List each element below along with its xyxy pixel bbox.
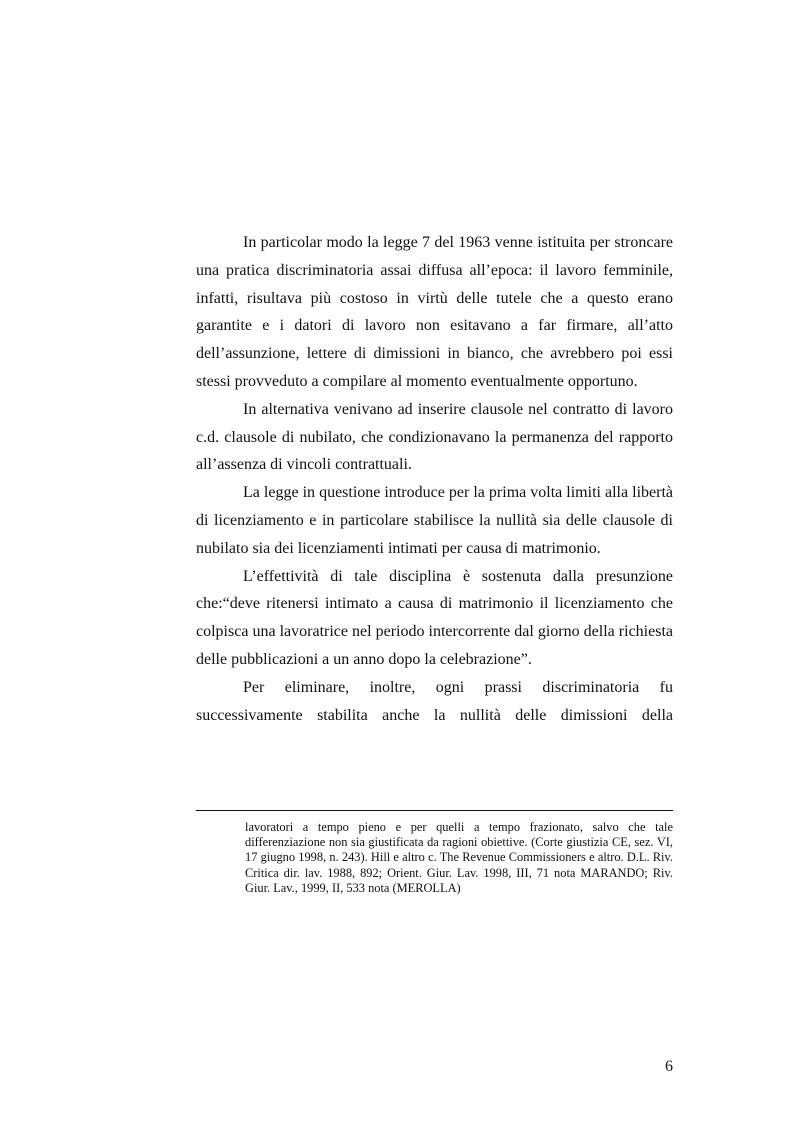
paragraph-limiti-licenziamento: La legge in questione introduce per la prima volta limiti alla libertà di licenziamento e in particolare stabilisce la nullità sia delle clausole di nubilato sia dei licenziamenti intimati per causa di matrimonio. [196,484,673,557]
paragraph-presunzione: L’effettività di tale disciplina è sostenuta dalla presunzione che:“deve ritenersi intimato a causa di matrimonio il licenziamento che colpisca una lavoratrice nel periodo intercorrente dal giorno della richiesta delle pubblicazioni a un anno dopo la celebrazione”. [196,567,673,668]
paragraph-clausole-nubilato: In alternativa venivano ad inserire clausole nel contratto di lavoro c.d. clausole di nubilato, che condizionavano la permanenza del rapporto all’assenza di vincoli contrattuali. [196,400,673,474]
paragraph-nullita-dimissioni: Per eliminare, inoltre, ogni prassi discriminatoria fu successivamente stabilita anche la nullità delle dimissioni della [196,678,673,724]
body-text [196,229,673,729]
footnote-separator [196,810,673,811]
page-number: 6 [665,1058,673,1075]
footnote-text: lavoratori a tempo pieno e per quelli a tempo frazionato, salvo che tale differenziazione non sia giustificata da ragioni obiettive. (Corte giustizia CE, sez. VI, 17 giugno 1998, n. 243). Hill e altro c. The Revenue Commissioners e altro. D.L. Riv. Critica dir. lav. 1988, 892; Orient. Giur. Lav. 1998, III, 71 nota MARANDO; Riv. Giur. Lav., 1999, II, 533 nota (MEROLLA) [245,820,673,895]
paragraph-legge-7-1963: In particolar modo la legge 7 del 1963 venne istituita per stroncare una pratica discriminatoria assai diffusa all’epoca: il lavoro femminile, infatti, risultava più costoso in virtù delle tutele che a questo erano garantite e i datori di lavoro non esitavano a far firmare, all’atto dell’assunzione, lettere di dimissioni in bianco, che avrebbero poi essi stessi provveduto a compilare al momento eventualmente opportuno. [196,234,673,390]
